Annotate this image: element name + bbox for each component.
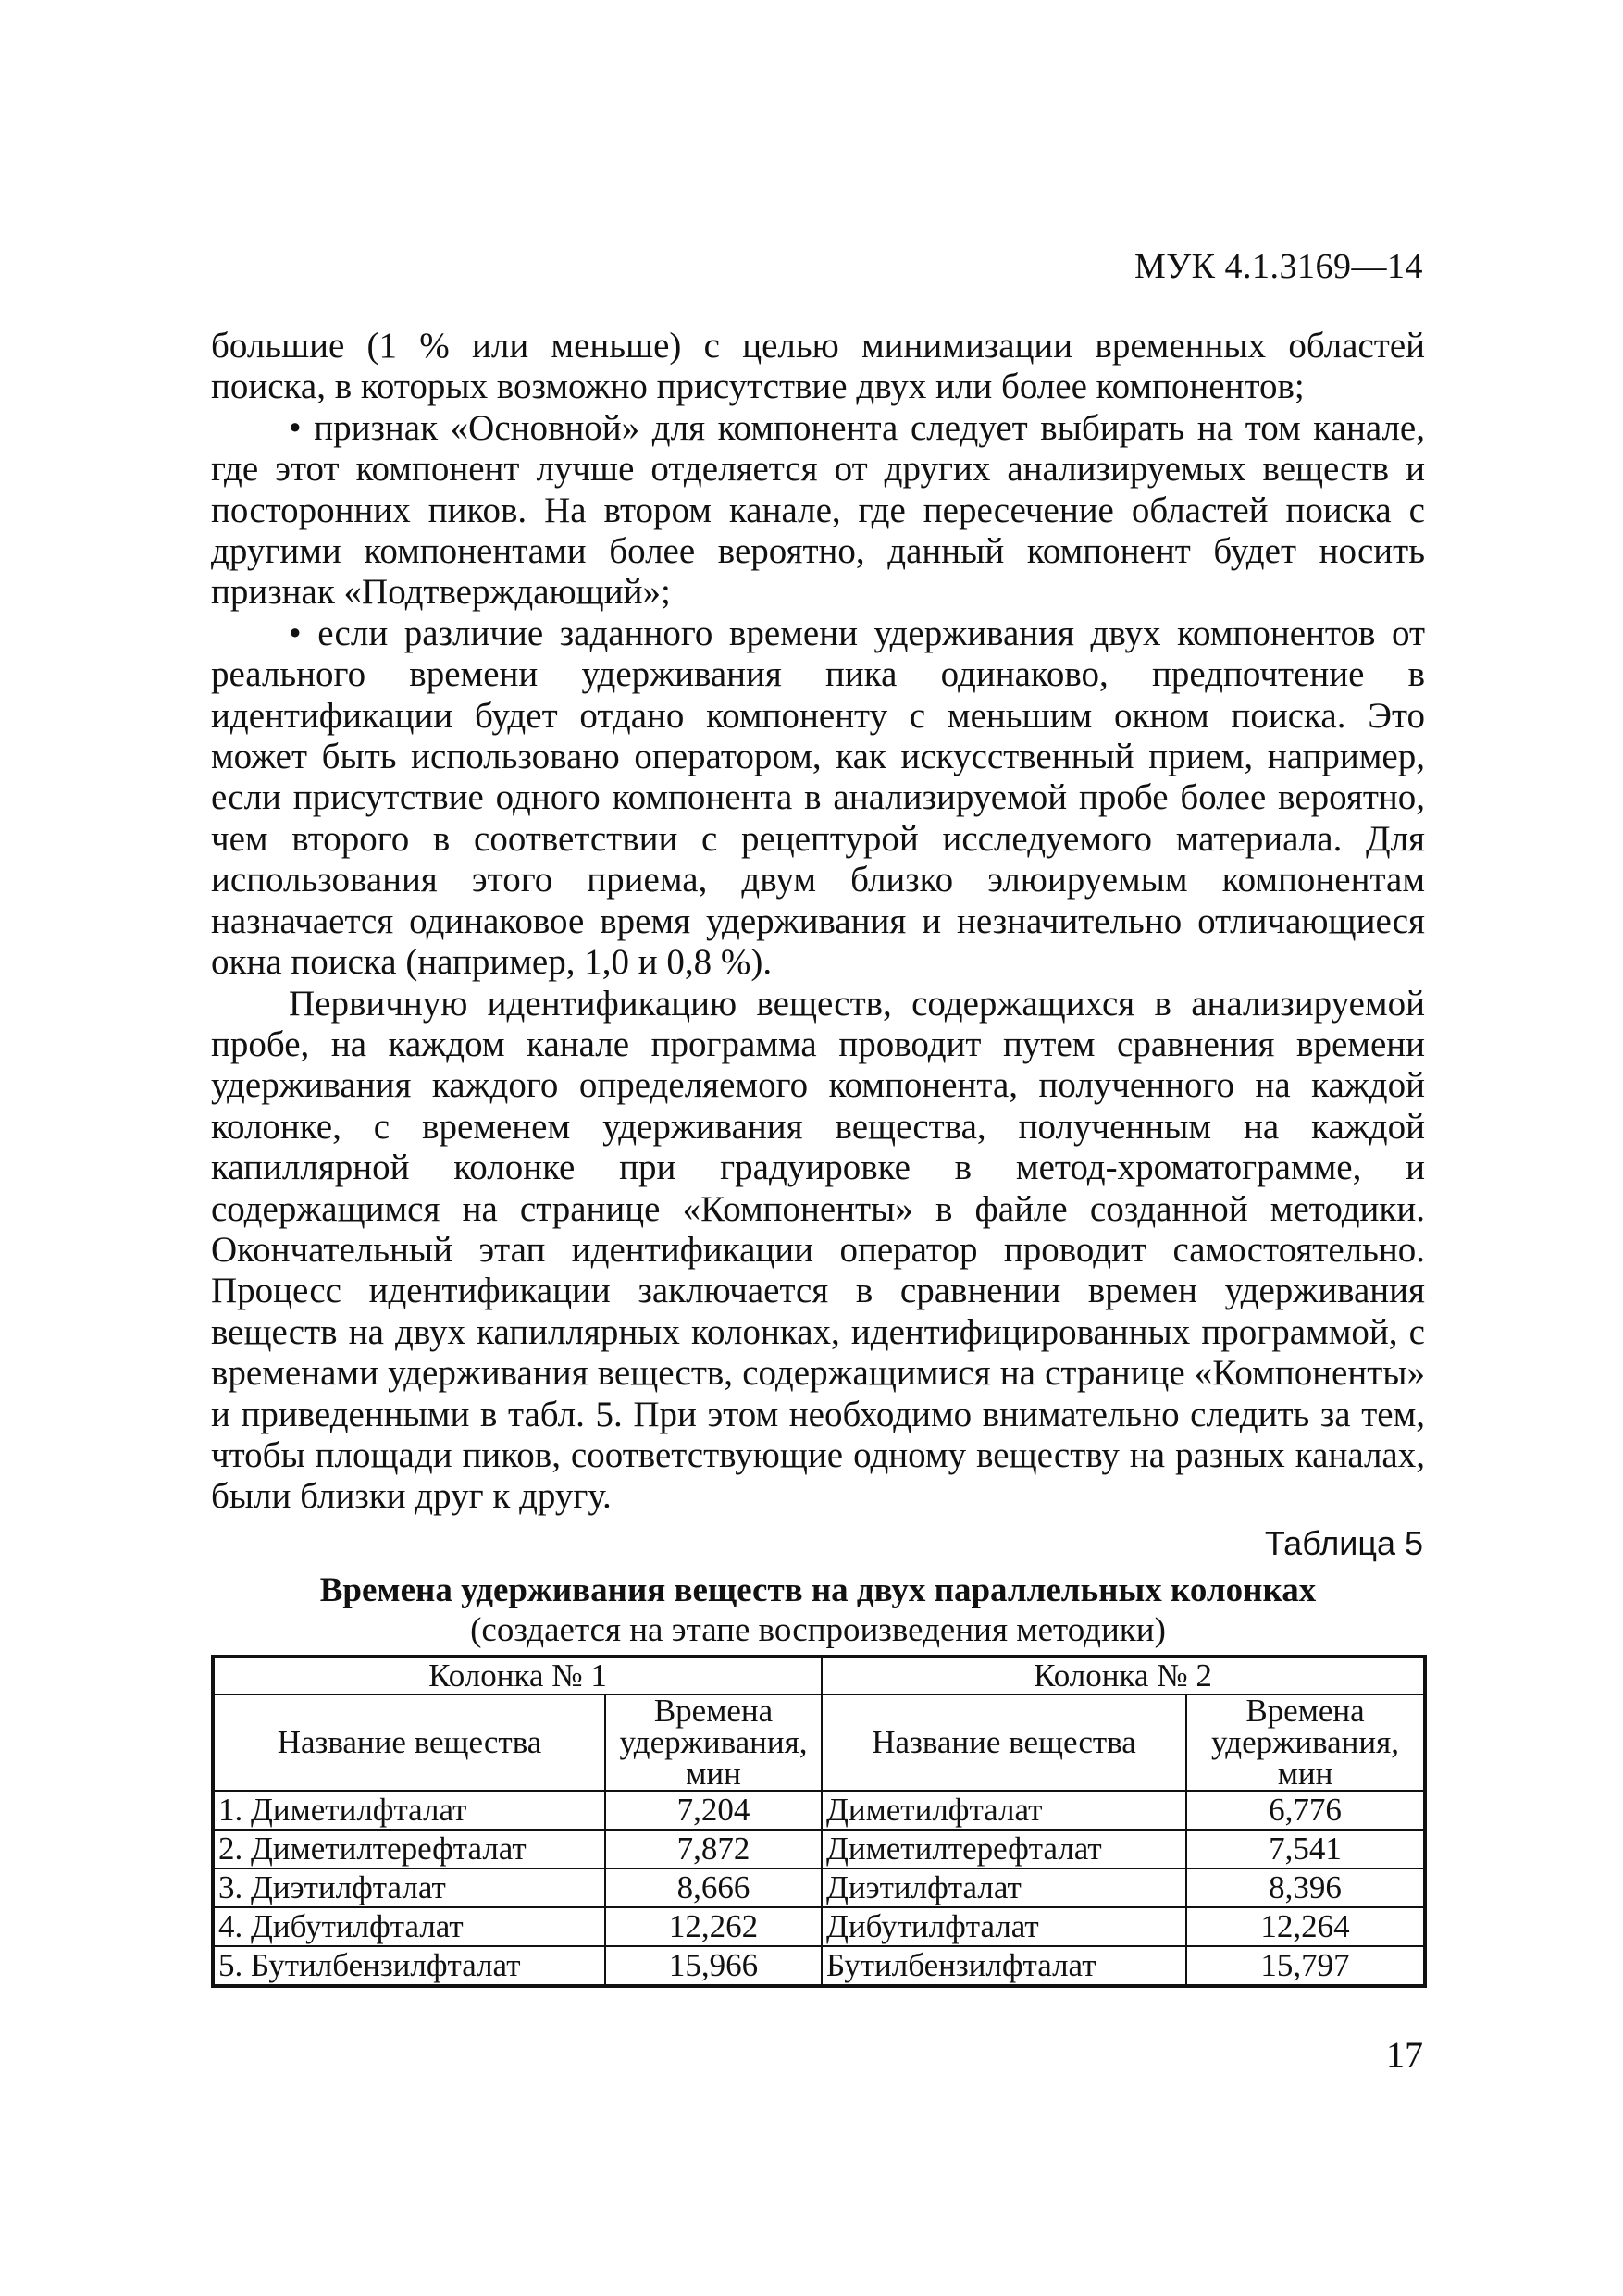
paragraph: Первичную идентификацию веществ, содержащихся в анализируемой пробе, на каждом канале программа проводит путем сравнения времени удерживания каждого определяемого компонента, полученного на каждой колонке, с временем удерживания вещества, полученным на каждой капиллярной колонке при градуировке в метод-хроматограмме, и содержащимся на странице «Компоненты» в файле созданной методики. Окончательный этап идентификации оператор проводит самостоятельно. Процесс идентификации заключается в сравнении времен удерживания веществ на двух капиллярных колонках, идентифицированных программой, с временами удерживания веществ, содержащимися на странице «Компоненты» и приведенными в табл. 5. При этом необходимо внимательно следить за тем, чтобы площади пиков, соответствующие одному веществу на разных каналах, были близки друг к другу.	[211, 983, 1425, 1517]
table-header-row	[213, 1657, 1425, 1694]
time-header: Времена удерживания, мин	[605, 1694, 822, 1791]
paragraph: большие (1 % или меньше) с целью минимизации временных областей поиска, в которых возможно присутствие двух или более компонентов;	[211, 326, 1425, 407]
bullet-item	[211, 614, 1425, 984]
col1-name-cell: 1. Диметилфталат	[213, 1791, 605, 1830]
col2-name-cell: Дибутилфталат	[822, 1907, 1186, 1946]
col1-time-cell: 8,666	[605, 1868, 822, 1907]
col1-time-cell: 15,966	[605, 1946, 822, 1986]
col2-time-cell: 6,776	[1186, 1791, 1425, 1830]
retention-times-table	[211, 1655, 1427, 1988]
column1-header: Колонка № 1	[213, 1657, 822, 1694]
table-row	[213, 1907, 1425, 1946]
table-subheader-row	[213, 1694, 1425, 1791]
col2-time-cell: 8,396	[1186, 1868, 1425, 1907]
col1-name-cell: 5. Бутилбензилфталат	[213, 1946, 605, 1986]
bullet-text: признак «Основной» для компонента следует выбирать на том канале, где этот компонент лучше отделяется от других анализируемых веществ и посторонних пиков. На втором канале, где пересечение областей поиска с другими компонентами более вероятно, данный компонент будет носить признак «Подтверждающий»;	[211, 407, 1425, 613]
col1-name-cell: 2. Диметилтерефталат	[213, 1830, 605, 1868]
bullet-text: если различие заданного времени удерживания двух компонентов от реального времени удерживания пика одинаково, предпочтение в идентификации будет отдано компоненту с меньшим окном поиска. Это может быть использовано оператором, как искусственный прием, например, если присутствие одного компонента в анализируемой пробе более вероятно, чем второго в соответствии с рецептурой исследуемого материала. Для использования этого приема, двум близко элюируемым компонентам назначается одинаковое время удерживания и незначительно отличающиеся окна поиска (например, 1,0 и 0,8 %).	[211, 613, 1425, 983]
column2-header: Колонка № 2	[822, 1657, 1425, 1694]
col2-name-cell: Диметилтерефталат	[822, 1830, 1186, 1868]
page-number: 17	[1386, 2034, 1423, 2076]
name-header: Название вещества	[213, 1694, 605, 1791]
body-text	[211, 326, 1425, 1518]
table-row	[213, 1830, 1425, 1868]
bullet-item	[211, 408, 1425, 614]
col2-time-cell: 7,541	[1186, 1830, 1425, 1868]
bullet-icon	[289, 408, 314, 448]
table-row	[213, 1791, 1425, 1830]
col2-name-cell: Бутилбензилфталат	[822, 1946, 1186, 1986]
col1-time-cell: 7,204	[605, 1791, 822, 1830]
col2-time-cell: 15,797	[1186, 1946, 1425, 1986]
table-row	[213, 1946, 1425, 1986]
table-row	[213, 1868, 1425, 1907]
table-title: Времена удерживания веществ на двух параллельных колонках	[319, 1571, 1317, 1609]
table-label: Таблица 5	[1264, 1524, 1423, 1562]
col2-name-cell: Диметилфталат	[822, 1791, 1186, 1830]
col1-time-cell: 7,872	[605, 1830, 822, 1868]
col2-time-cell: 12,264	[1186, 1907, 1425, 1946]
name-header: Название вещества	[822, 1694, 1186, 1791]
time-header: Времена удерживания, мин	[1186, 1694, 1425, 1791]
document-code: МУК 4.1.3169—14	[1134, 247, 1423, 286]
col1-time-cell: 12,262	[605, 1907, 822, 1946]
table-subtitle: (создается на этапе воспроизведения методики)	[470, 1611, 1166, 1649]
bullet-icon	[289, 614, 317, 653]
col1-name-cell: 3. Диэтилфталат	[213, 1868, 605, 1907]
col1-name-cell: 4. Дибутилфталат	[213, 1907, 605, 1946]
col2-name-cell: Диэтилфталат	[822, 1868, 1186, 1907]
